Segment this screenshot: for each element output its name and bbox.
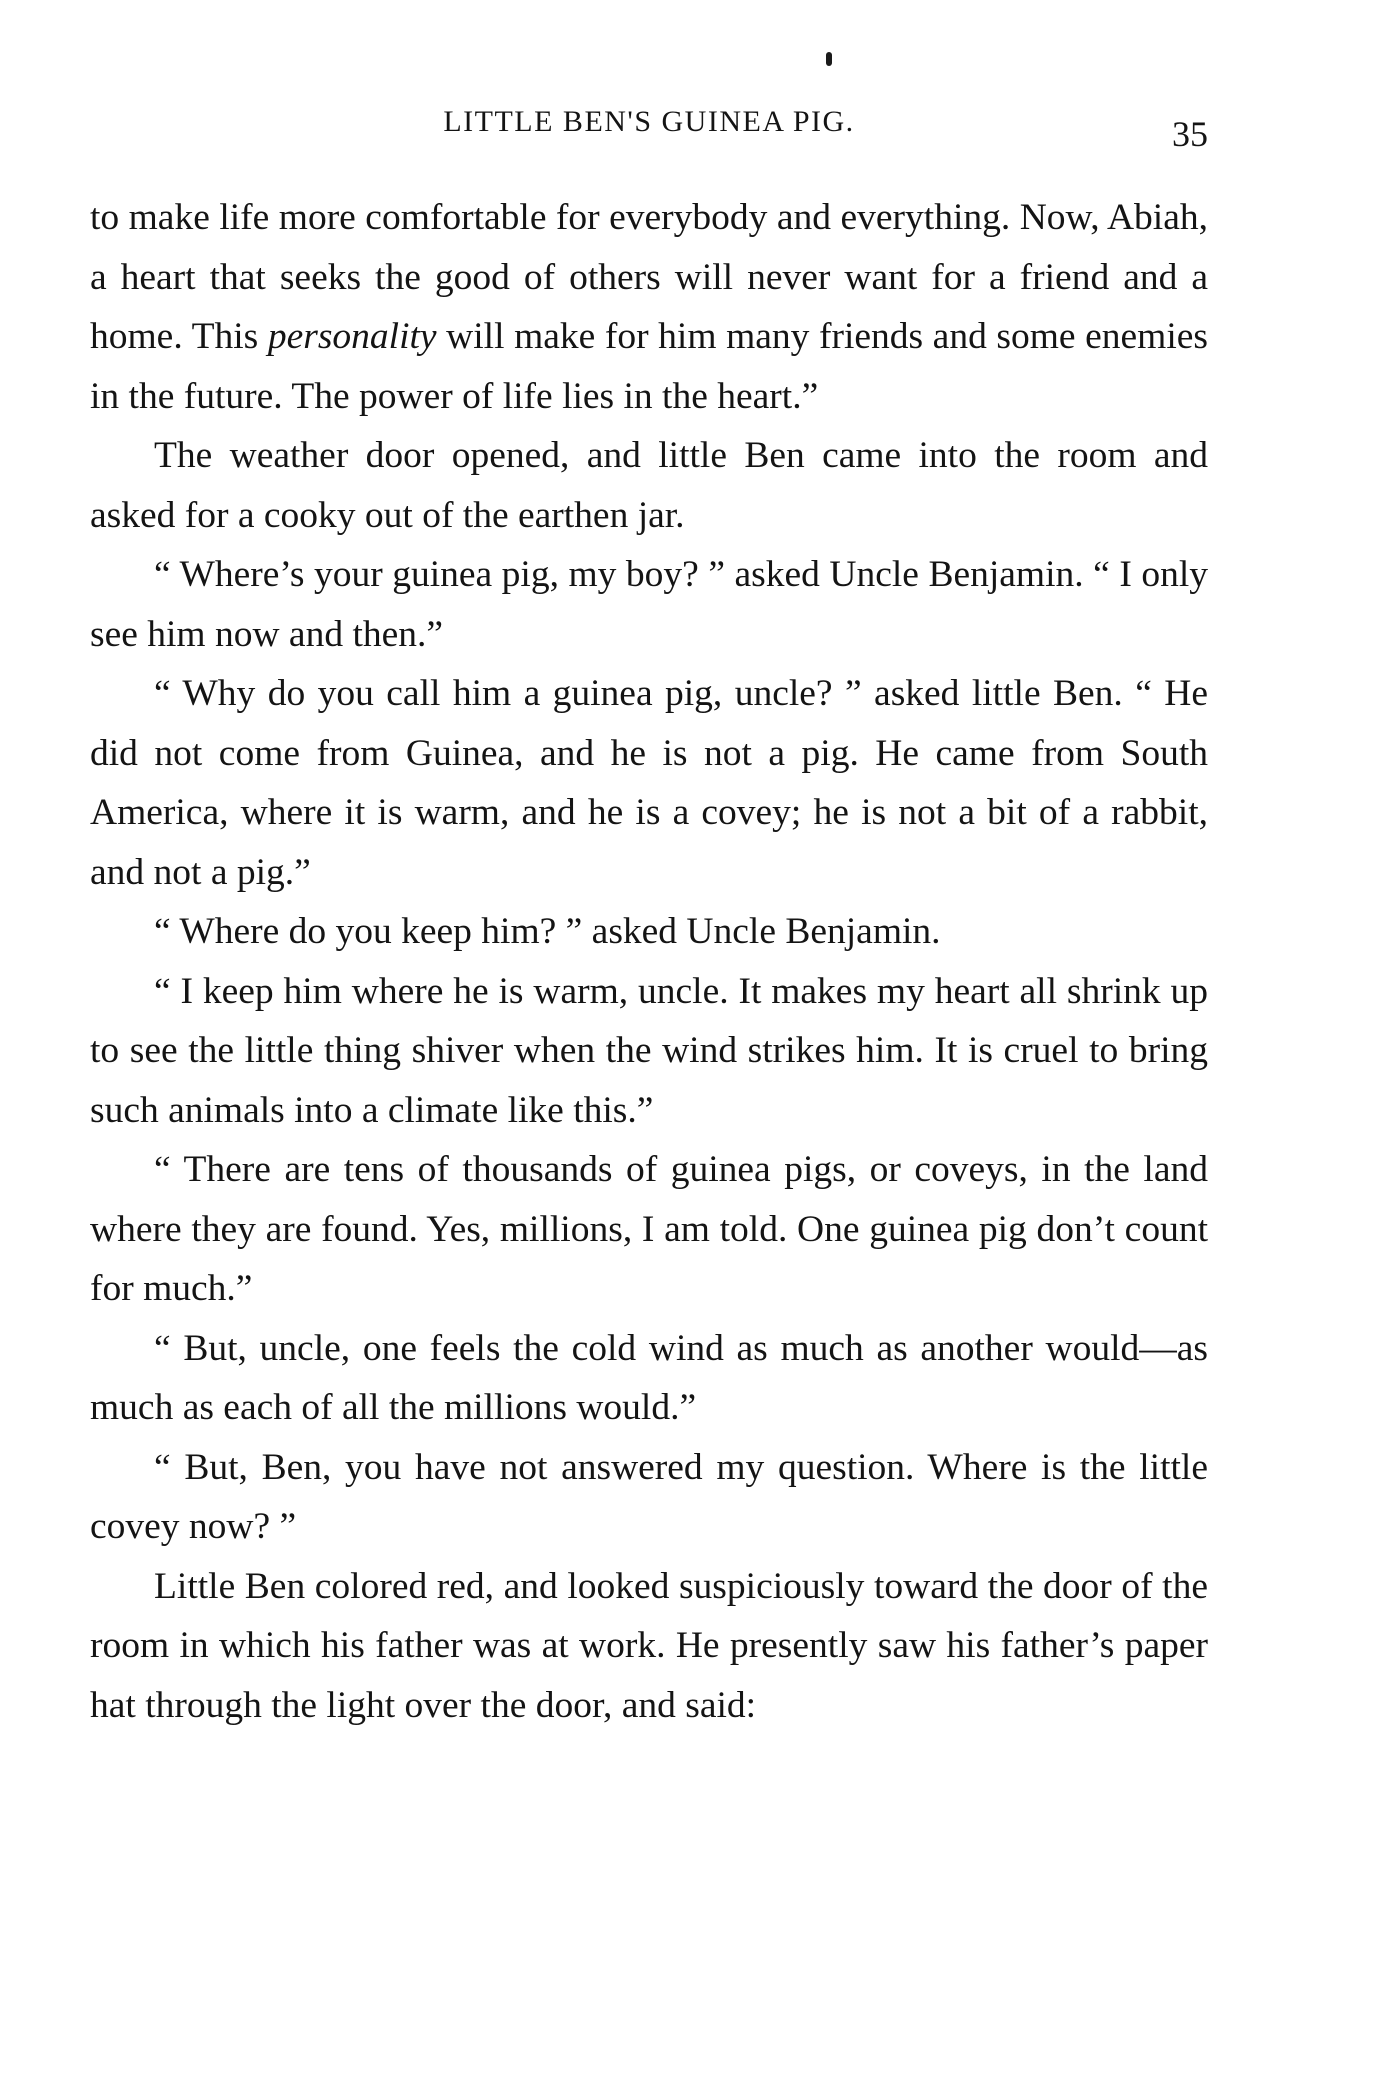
paragraph-10: Little Ben colored red, and looked suspiciously toward the door of the room in which his father was at work. He presently saw his father’s paper hat through the light over the door, and said: <box>90 1565 1208 1726</box>
paragraph-1-text-b: will make for him many friends and some enemies in the future. The power of life lies in the heart.” <box>90 316 1208 417</box>
paragraph-2: The weather door opened, and little Ben came into the room and asked for a cooky out of the earthen jar. <box>90 435 1208 536</box>
paragraph-1-text-a: to make life more comfortable for everybody and everything. Now, Abiah, a heart that seeks the good of others will never want for a friend and a home. This <box>90 197 1208 357</box>
paragraph-4: “ Why do you call him a guinea pig, uncle? ” asked little Ben. “ He did not come from Guinea, and he is not a pig. He came from South America, where it is warm, and he is a covey; he is not a bit of a rabbit, and not a pig.” <box>90 673 1208 893</box>
ink-speck <box>826 52 832 66</box>
paragraph-8: “ But, uncle, one feels the cold wind as much as another would—as much as each of all the millions would.” <box>90 1327 1208 1428</box>
page-header <box>90 102 1208 152</box>
paragraph-1-italic-word: personality <box>267 316 437 357</box>
page-body <box>90 188 1208 1735</box>
running-head: LITTLE BEN'S GUINEA PIG. <box>443 105 855 138</box>
paragraph-3: “ Where’s your guinea pig, my boy? ” asked Uncle Benjamin. “ I only see him now and then.” <box>90 554 1208 655</box>
paragraph-1 <box>90 188 1208 426</box>
page-number: 35 <box>1172 114 1208 154</box>
paragraph-7: “ There are tens of thousands of guinea pigs, or coveys, in the land where they are found. Yes, millions, I am told. One guinea pig don’t count for much.” <box>90 1149 1208 1309</box>
paragraph-6: “ I keep him where he is warm, uncle. It makes my heart all shrink up to see the little thing shiver when the wind strikes him. It is cruel to bring such animals into a climate like this.” <box>90 970 1208 1131</box>
paragraph-5: “ Where do you keep him? ” asked Uncle Benjamin. <box>154 911 941 952</box>
paragraph-9: “ But, Ben, you have not answered my question. Where is the little covey now? ” <box>90 1446 1208 1547</box>
